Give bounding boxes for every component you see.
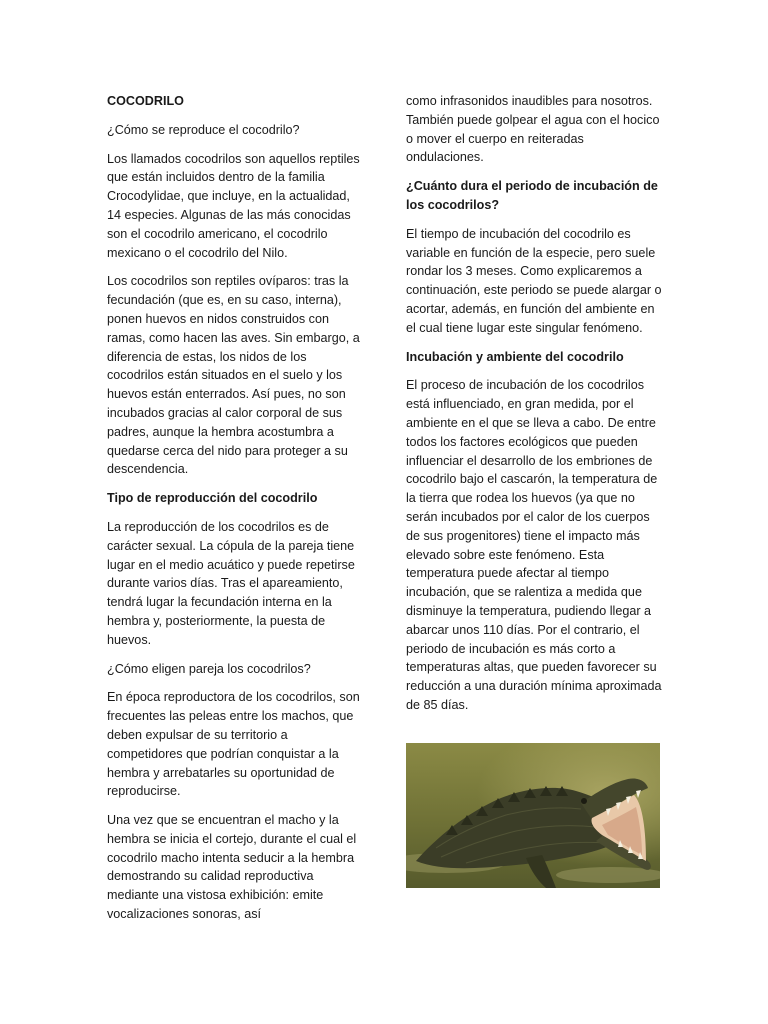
paragraph-courtship: Una vez que se encuentran el macho y la hembra se inicia el cortejo, durante el cual el cocodrilo macho intenta seducir a la hembra demostrando su calidad reproductiva mediante una vistosa exhibición: emite vocalizaciones sonoras, así [107, 813, 357, 922]
left-column [107, 92, 365, 934]
question-heading-mate: ¿Cómo eligen pareja los cocodrilos? [107, 661, 311, 676]
right-column [406, 92, 662, 725]
paragraph-continuation: como infrasonidos inaudibles para nosotros. También puede golpear el agua con el hocico o mover el cuerpo en reiteradas ondulaciones. [406, 94, 660, 165]
paragraph-temperature: El proceso de incubación de los cocodrilos está influenciado, en gran medida, por el ambiente en el que se lleva a cabo. De entre todos los factores ecológicos que pueden influenciar el desarrollo de los embriones de cocodrilo bajo el cascarón, la temperatura de la tierra que rodea los huevos (ya que no serán incubados por el calor de los cuerpos de sus progenitores) tiene el impacto más elevado sobre este fenómeno. Esta temperatura puede afectar al tiempo incubación, que se ralentiza a medida que disminuye la temperatura, pudiendo llegar a abarcar unos 110 días. Por el contrario, el periodo de incubación es más corto a temperaturas altas, que pueden favorecer su reducción a una duración mínima aproximada de 85 días. [406, 378, 662, 712]
crocodile-photo [406, 743, 660, 888]
section-heading-incubation-duration: ¿Cuánto dura el periodo de incubación de los cocodrilos? [406, 179, 658, 212]
section-heading-reproduction-type: Tipo de reproducción del cocodrilo [107, 491, 318, 506]
section-heading-incubation-environment: Incubación y ambiente del cocodrilo [406, 349, 624, 364]
paragraph-fights: En época reproductora de los cocodrilos, son frecuentes las peleas entre los machos, que deben expulsar de su territorio a competidores que podrían conquistar a la hembra y arrebatarles su oportunidad de reproducirse. [107, 690, 360, 799]
paragraph-incubation-time: El tiempo de incubación del cocodrilo es variable en función de la especie, pero suele rondar los 3 meses. Como explicaremos a continuación, este periodo se puede alargar o acortar, además, en función del ambiente en el cual tiene lugar este singular fenómeno. [406, 226, 662, 335]
paragraph-sexual-reproduction: La reproducción de los cocodrilos es de carácter sexual. La cópula de la pareja tiene lugar en el medio acuático y puede repetirse durante varios días. Tras el apareamiento, tendrá lugar la fecundación interna en la hembra y, posteriormente, la puesta de huevos. [107, 519, 355, 647]
paragraph-oviparous: Los cocodrilos son reptiles ovíparos: tras la fecundación (que es, en su caso, interna), ponen huevos en nidos construidos con ramas, como hacen las aves. Sin embargo, a diferencia de estas, los nidos de los cocodrilos están situados en el suelo y los huevos están enterrados. Así pues, no son incubados gracias al calor corporal de sus padres, aunque la hembra acostumbra a quedarse cerca del nido para proteger a su descendencia. [107, 274, 360, 477]
crocodile-illustration [406, 743, 660, 888]
document-title: COCODRILO [107, 94, 184, 108]
question-heading-reproduction: ¿Cómo se reproduce el cocodrilo? [107, 122, 300, 137]
paragraph-family: Los llamados cocodrilos son aquellos reptiles que están incluidos dentro de la familia Crocodylidae, que incluye, en la actualidad, 14 especies. Algunas de las más conocidas son el cocodrilo americano, el cocodrilo mexicano o el cocodrilo del Nilo. [107, 151, 360, 260]
